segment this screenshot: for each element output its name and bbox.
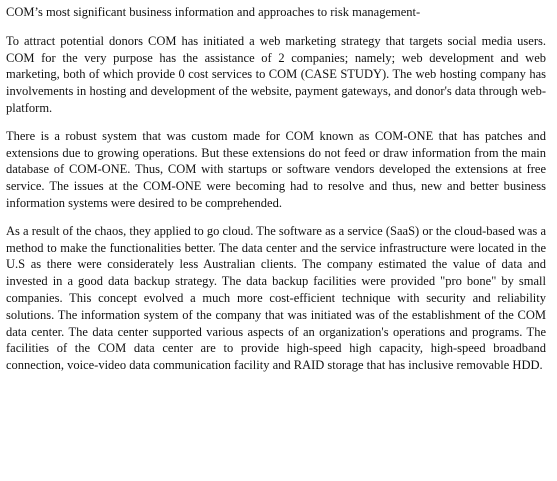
paragraph-cloud-migration: As a result of the chaos, they applied to go cloud. The software as a service (SaaS) or the cloud-based was a method to make the functionalities better. The data center and the service infrastructure were located in the U.S as there were considerately less Australian clients. The company estimated the value of data and invested in a good data backup strategy. The data backup facilities were provided "pro bone" by small companies. This concept evolved a much more cost-efficient technique with security and reliability solutions. The information system of the company that was initiated was of the establishment of the COM data center. The data center supported various aspects of an organization's operations and programs. The facilities of the COM data center are to provide high-speed high capacity, high-speed broadband connection, voice-video data communication facility and RAID storage that has inclusive removable HDD. <box>6 223 546 373</box>
paragraph-web-marketing: To attract potential donors COM has initiated a web marketing strategy that targets social media users. COM for the very purpose has the assistance of 2 companies; namely; web development and web marketing, both of which provide 0 cost services to COM (CASE STUDY). The web hosting company has involvements in hosting and development of the website, payment gateways, and donor's data through web-platform. <box>6 33 546 115</box>
paragraph-com-one-system: There is a robust system that was custom made for COM known as COM-ONE that has patches and extensions due to growing operations. But these extensions do not feed or draw information from the main database of COM-ONE. Thus, COM with startups or software vendors developed the extensions at free service. The issues at the COM-ONE were becoming had to resolve and thus, new and better business information systems were desired to be comprehended. <box>6 128 546 210</box>
document-heading: COM’s most significant business information and approaches to risk management- <box>6 5 421 19</box>
